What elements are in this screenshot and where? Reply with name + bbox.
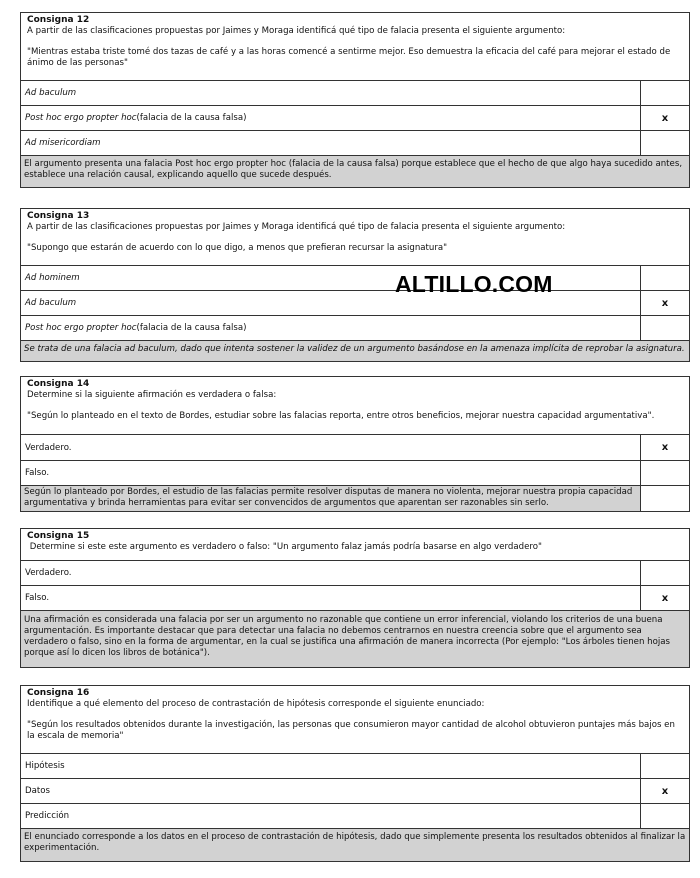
question-quote: "Mientras estaba triste tomé dos tazas de café y a las horas comencé a sentirme mejor. Eso demuestra la eficacia del café para mejorar el estado de ánimo de las personas" bbox=[27, 47, 671, 68]
option-row[interactable] bbox=[21, 804, 689, 829]
answer-explanation: El enunciado corresponde a los datos en el proceso de contrastación de hipótesis, dado que simplemente presenta los resultados obtenidos al finalizar la experimentación. bbox=[21, 829, 689, 861]
option-label: Ad hominem bbox=[25, 273, 80, 283]
option-label: Verdadero. bbox=[25, 568, 72, 578]
option-mark-cell[interactable] bbox=[640, 81, 689, 105]
question-header bbox=[21, 209, 689, 266]
question-statement: Determine si este este argumento es verdadero o falso: "Un argumento falaz jamás podría basarse en algo verdadero" bbox=[27, 542, 542, 552]
option-label: Falso. bbox=[25, 593, 50, 603]
option-mark-cell[interactable] bbox=[640, 266, 689, 290]
option-mark-cell[interactable] bbox=[640, 131, 689, 155]
question-quote: "Según lo planteado en el texto de Bordes, estudiar sobre las falacias reporta, entre otros beneficios, mejorar nuestra capacidad argumentativa". bbox=[27, 411, 655, 421]
option-row[interactable] bbox=[21, 131, 689, 156]
question-header bbox=[21, 377, 689, 435]
answer-blank-cell bbox=[641, 486, 689, 511]
option-row[interactable] bbox=[21, 106, 689, 131]
option-mark-cell[interactable] bbox=[640, 804, 689, 828]
question-block-14 bbox=[20, 376, 690, 512]
option-mark-cell[interactable]: x bbox=[640, 779, 689, 803]
question-quote: "Supongo que estarán de acuerdo con lo que digo, a menos que prefieran recursar la asignatura" bbox=[27, 243, 448, 253]
option-label: Ad misericordiam bbox=[25, 138, 101, 148]
answer-explanation: Se trata de una falacia ad baculum, dado que intenta sostener la validez de un argumento basándose en la amenaza implícita de reprobar la asignatura. bbox=[21, 341, 689, 361]
option-mark-cell[interactable] bbox=[640, 561, 689, 585]
option-row[interactable] bbox=[21, 266, 689, 291]
option-row[interactable] bbox=[21, 754, 689, 779]
option-mark-cell[interactable]: x bbox=[640, 435, 689, 460]
question-statement: A partir de las clasificaciones propuestas por Jaimes y Moraga identificá qué tipo de falacia presenta el siguiente argumento: bbox=[27, 222, 566, 232]
question-header bbox=[21, 686, 689, 754]
option-label: Verdadero. bbox=[25, 442, 72, 453]
option-row[interactable] bbox=[21, 561, 689, 586]
question-block-15 bbox=[20, 528, 690, 668]
watermark-text: ALTILLO.COM bbox=[395, 271, 553, 297]
question-header bbox=[21, 13, 689, 81]
question-block-13 bbox=[20, 208, 690, 362]
question-statement: A partir de las clasificaciones propuestas por Jaimes y Moraga identificá qué tipo de falacia presenta el siguiente argumento: bbox=[27, 26, 566, 36]
option-mark-cell[interactable]: x bbox=[640, 291, 689, 315]
question-title: Consigna 15 bbox=[27, 531, 90, 541]
question-block-12 bbox=[20, 12, 690, 188]
option-mark-cell[interactable] bbox=[640, 316, 689, 340]
option-mark-cell[interactable] bbox=[640, 754, 689, 778]
question-title: Consigna 12 bbox=[27, 15, 90, 25]
question-quote: "Según los resultados obtenidos durante la investigación, las personas que consumieron mayor cantidad de alcohol obtuvieron puntajes más bajos en la escala de memoria" bbox=[27, 720, 675, 741]
answer-explanation: Una afirmación es considerada una falacia por ser un argumento no razonable que contiene un error inferencial, violando los criterios de una buena argumentación. Es importante destacar que para detectar una falacia no debemos centrarnos en nuestra creencia sobre que el argumento sea verdadero o falso, sino en la forma de argumentar, en la cual se justifica una afirmación de manera incorrecta (Por ejemplo: "Los árboles tienen hojas porque así lo dicen los libros de botánica"). bbox=[21, 611, 689, 667]
option-row[interactable] bbox=[21, 291, 689, 316]
option-label: Hipótesis bbox=[25, 761, 65, 771]
option-row[interactable] bbox=[21, 316, 689, 341]
option-mark-cell[interactable]: x bbox=[640, 106, 689, 130]
option-label: Falso. bbox=[25, 468, 50, 478]
option-row[interactable] bbox=[21, 81, 689, 106]
option-row[interactable] bbox=[21, 779, 689, 804]
option-mark-cell[interactable] bbox=[640, 461, 689, 485]
question-statement: Identifique a qué elemento del proceso de contrastación de hipótesis corresponde el siguiente enunciado: bbox=[27, 699, 485, 709]
option-mark-cell[interactable]: x bbox=[640, 586, 689, 610]
option-row[interactable] bbox=[21, 461, 689, 486]
question-header bbox=[21, 529, 689, 561]
answer-explanation: Según lo planteado por Bordes, el estudio de las falacias permite resolver disputas de manera no violenta, mejorar nuestra propia capacidad argumentativa y brinda herramientas para evitar ser convencidos de argumentos que aparentan ser razonables sin serlo. bbox=[21, 486, 689, 511]
option-label: Ad baculum bbox=[25, 298, 77, 308]
option-label: Predicción bbox=[25, 811, 70, 821]
option-row[interactable] bbox=[21, 586, 689, 611]
question-title: Consigna 14 bbox=[27, 379, 90, 389]
option-label: Ad baculum bbox=[25, 88, 77, 98]
question-title: Consigna 13 bbox=[27, 211, 90, 221]
question-statement: Determine si la siguiente afirmación es verdadera o falsa: bbox=[27, 390, 277, 400]
answer-explanation: El argumento presenta una falacia Post hoc ergo propter hoc (falacia de la causa falsa) porque establece que el hecho de que algo haya sucedido antes, establece una relación causal, explicando aquello que sucede después. bbox=[21, 156, 689, 187]
question-title: Consigna 16 bbox=[27, 688, 90, 698]
option-label: Datos bbox=[25, 786, 50, 796]
option-label: Post hoc ergo propter hoc (falacia de la causa falsa) bbox=[25, 113, 247, 123]
question-block-16 bbox=[20, 685, 690, 862]
option-label: Post hoc ergo propter hoc (falacia de la causa falsa) bbox=[25, 323, 247, 333]
option-row[interactable] bbox=[21, 435, 689, 461]
